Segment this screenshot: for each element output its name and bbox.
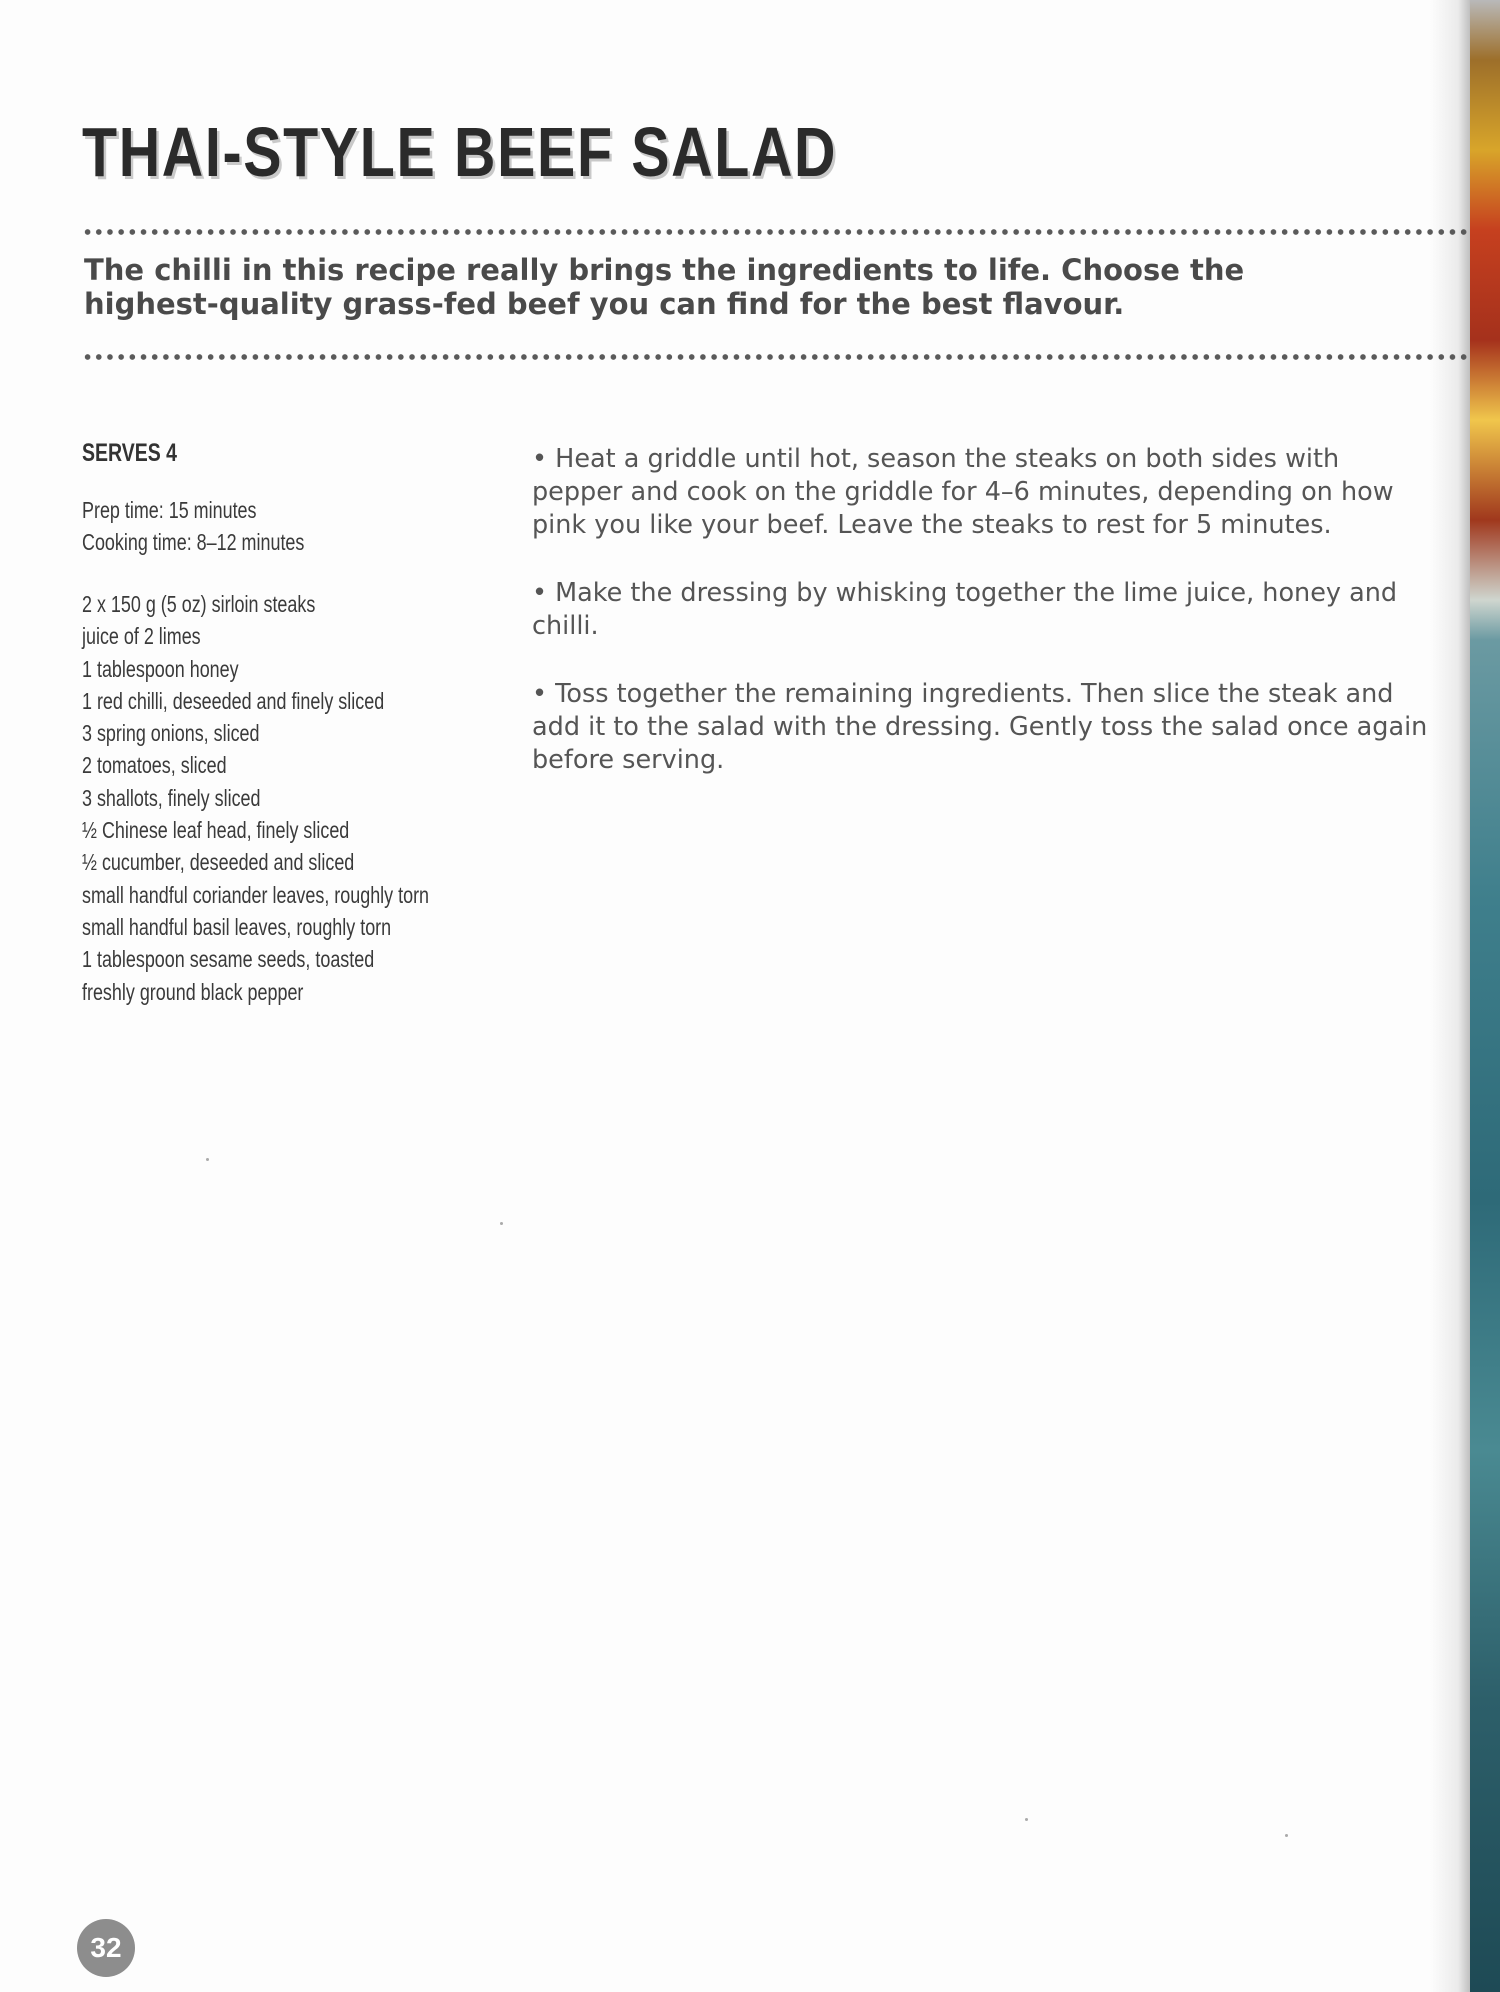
ingredient-item: ½ cucumber, deseeded and sliced xyxy=(82,849,355,876)
scan-speck xyxy=(206,1158,209,1161)
adjacent-page-edge xyxy=(1470,0,1500,1992)
ingredient-item: 2 x 150 g (5 oz) sirloin steaks xyxy=(82,591,316,617)
method-column xyxy=(532,443,1432,812)
scan-speck xyxy=(1285,1834,1288,1837)
recipe-intro: The chilli in this recipe really brings the ingredients to life. Choose the highest-quality grass-fed beef you can find for the best flavour. xyxy=(84,253,1245,321)
ingredient-item: small handful coriander leaves, roughly torn xyxy=(82,881,430,908)
ingredient-item: ½ Chinese leaf head, finely sliced xyxy=(82,817,350,844)
serves-label: SERVES 4 xyxy=(82,439,178,467)
dotted-divider-bottom xyxy=(82,353,1470,361)
ingredient-item: freshly ground black pepper xyxy=(82,978,304,1005)
scan-speck xyxy=(1025,1818,1028,1821)
dotted-divider-top xyxy=(82,228,1470,236)
ingredient-item: 3 spring onions, sliced xyxy=(82,720,260,747)
ingredient-item: 1 tablespoon honey xyxy=(82,655,239,682)
cooking-time: Cooking time: 8–12 minutes xyxy=(82,529,305,555)
binding-shadow xyxy=(1430,0,1470,1992)
scan-speck xyxy=(500,1222,503,1225)
prep-time: Prep time: 15 minutes xyxy=(82,497,257,523)
method-step: • Toss together the remaining ingredients. Then slice the steak and add it to the salad with the dressing. Gently toss the salad once again before serving. xyxy=(532,679,1428,775)
ingredients-list xyxy=(82,588,456,1008)
ingredient-item: juice of 2 limes xyxy=(82,623,201,650)
time-info xyxy=(82,494,394,558)
page-number-badge: 32 xyxy=(77,1919,135,1977)
method-step: • Make the dressing by whisking together the lime juice, honey and chilli. xyxy=(532,578,1398,641)
recipe-title: THAI-STYLE BEEF SALAD xyxy=(82,113,838,191)
ingredient-item: 2 tomatoes, sliced xyxy=(82,752,227,779)
ingredient-item: 1 red chilli, deseeded and finely sliced xyxy=(82,687,385,714)
ingredient-item: 3 shallots, finely sliced xyxy=(82,784,261,811)
ingredient-item: 1 tablespoon sesame seeds, toasted xyxy=(82,946,375,973)
method-step: • Heat a griddle until hot, season the steaks on both sides with pepper and cook on the griddle for 4–6 minutes, depending on how pink you like your beef. Leave the steaks to rest for 5 minutes. xyxy=(532,444,1394,540)
ingredient-item: small handful basil leaves, roughly torn xyxy=(82,913,392,940)
ingredients-column xyxy=(82,438,430,1008)
